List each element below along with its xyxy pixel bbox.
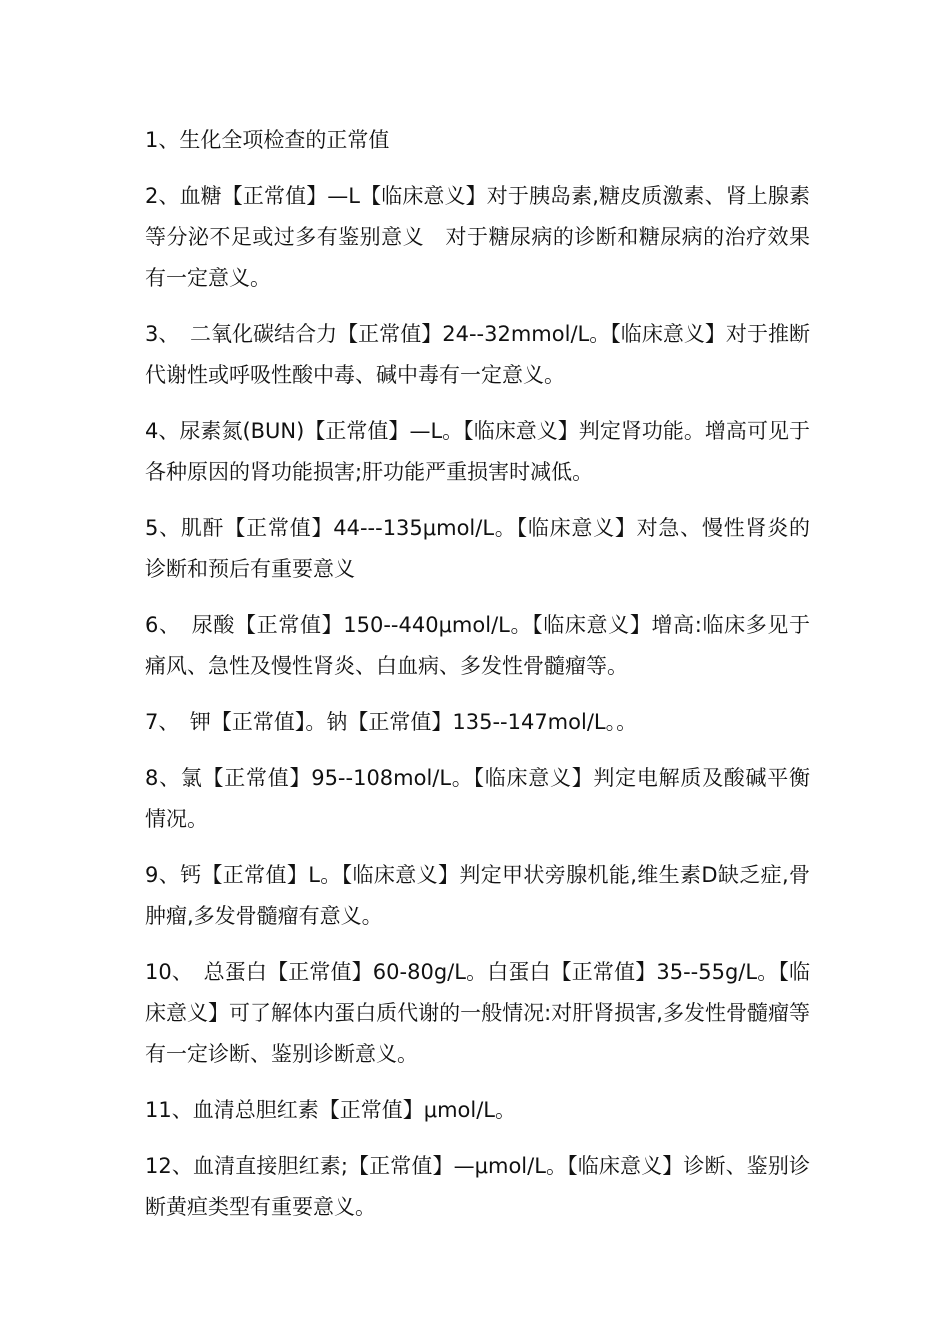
- paragraph-item-12: 12、血清直接胆红素;【正常值】—μmol/L。【临床意义】诊断、鉴别诊断黄疸类型有重要意义。: [145, 1154, 810, 1219]
- paragraph-item-1: 1、生化全项检查的正常值: [145, 128, 390, 152]
- paragraph-item-7: 7、 钾【正常值】。钠【正常值】135--147mol/L。。: [145, 710, 638, 734]
- paragraph-item-8: 8、氯【正常值】95--108mol/L。【临床意义】判定电解质及酸碱平衡情况。: [145, 766, 810, 831]
- paragraph-item-10: 10、 总蛋白【正常值】60-80g/L。白蛋白【正常值】35--55g/L。【临床意义】可了解体内蛋白质代谢的一般情况:对肝肾损害,多发性骨髓瘤等有一定诊断、鉴别诊断意义。: [145, 960, 810, 1066]
- document-page: [145, 120, 810, 1243]
- paragraph-item-9: 9、钙【正常值】L。【临床意义】判定甲状旁腺机能,维生素D缺乏症,骨肿瘤,多发骨髓瘤有意义。: [145, 863, 810, 928]
- paragraph-item-11: 11、血清总胆红素【正常值】μmol/L。: [145, 1098, 516, 1122]
- paragraph-item-4: 4、尿素氮(BUN)【正常值】—L。【临床意义】判定肾功能。增高可见于各种原因的肾功能损害;肝功能严重损害时减低。: [145, 419, 810, 484]
- paragraph-item-5: 5、肌酐【正常值】44---135μmol/L。【临床意义】对急、慢性肾炎的诊断和预后有重要意义: [145, 516, 810, 581]
- paragraph-item-6: 6、 尿酸【正常值】150--440μmol/L。【临床意义】增高:临床多见于痛风、急性及慢性肾炎、白血病、多发性骨髓瘤等。: [145, 613, 810, 678]
- paragraph-item-3: 3、 二氧化碳结合力【正常值】24--32mmol/L。【临床意义】对于推断代谢性或呼吸性酸中毒、碱中毒有一定意义。: [145, 322, 810, 387]
- paragraph-item-2: 2、血糖【正常值】—L【临床意义】对于胰岛素,糖皮质激素、肾上腺素等分泌不足或过多有鉴别意义 对于糖尿病的诊断和糖尿病的治疗效果有一定意义。: [145, 184, 810, 290]
